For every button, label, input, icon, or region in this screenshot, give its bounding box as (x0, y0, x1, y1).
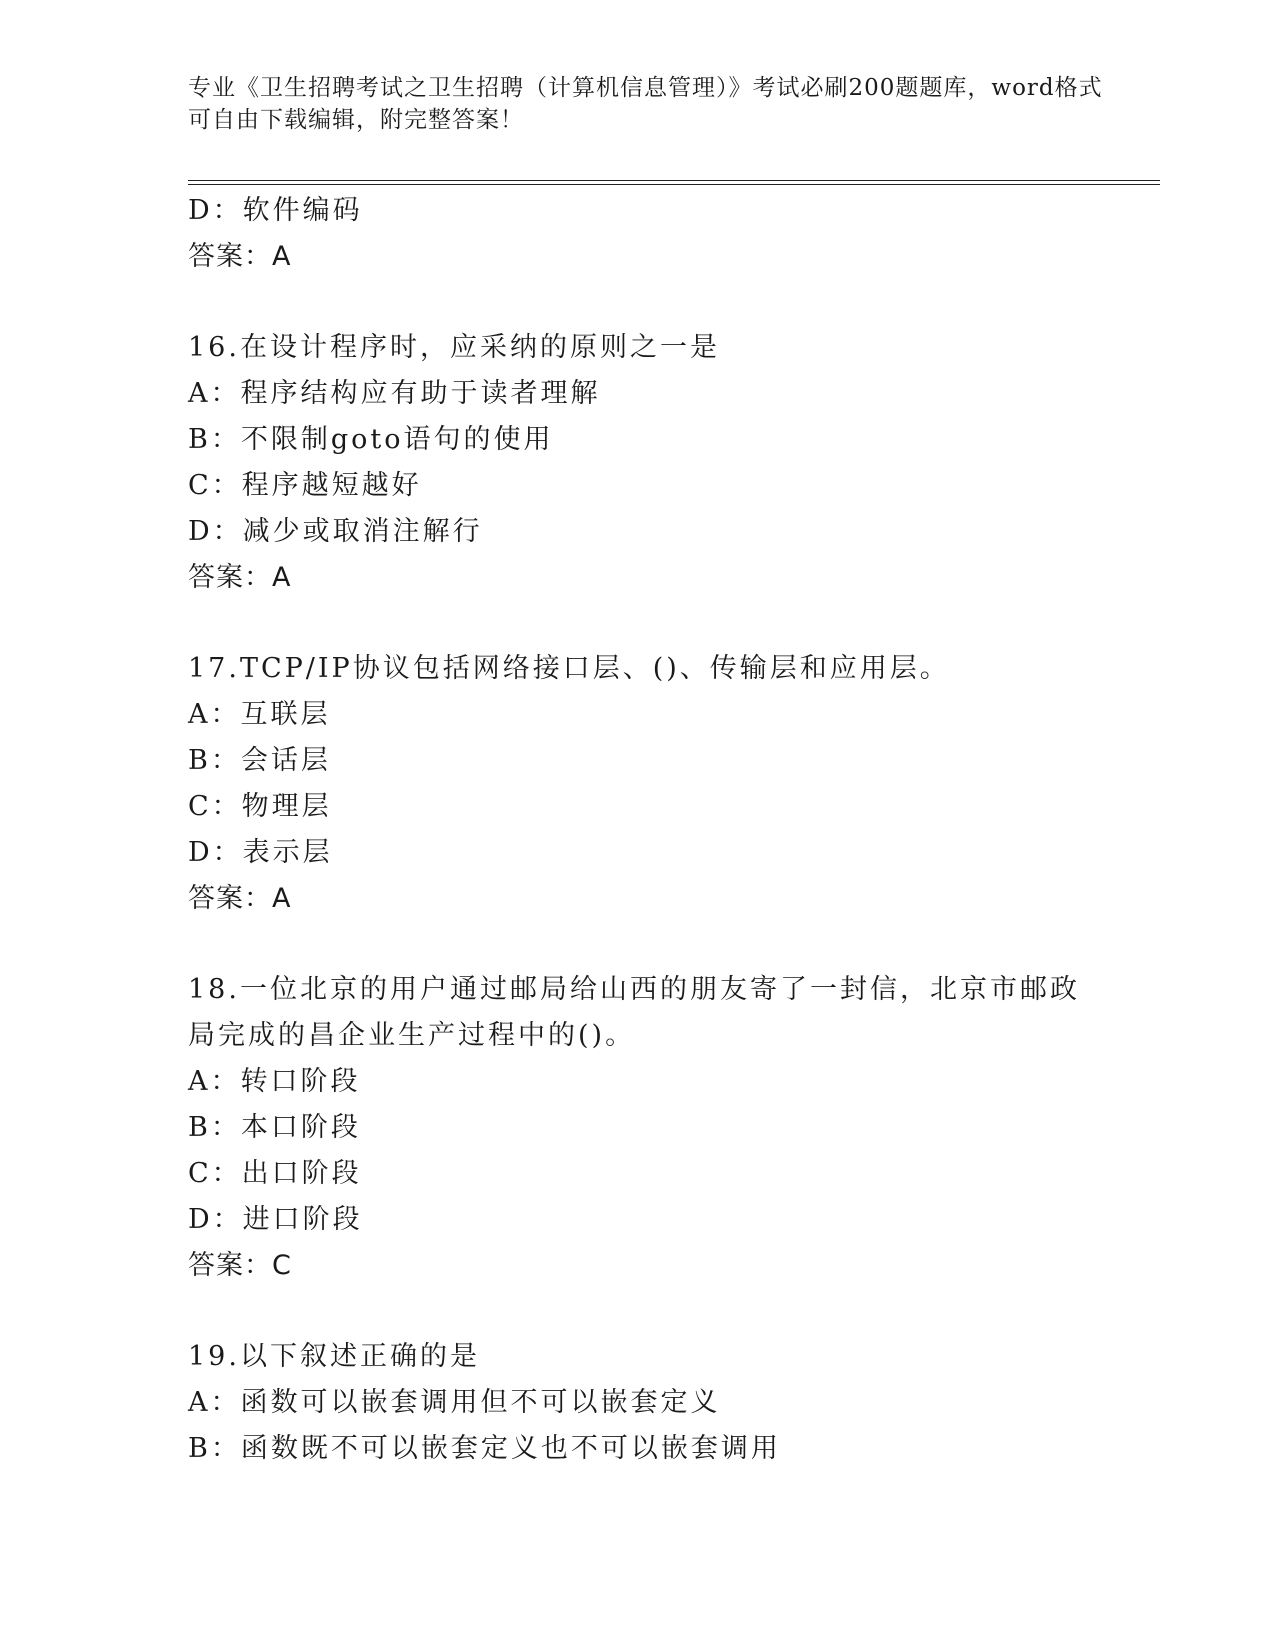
option-c: C：程序越短越好 (188, 470, 422, 501)
option-c: C：物理层 (188, 791, 332, 822)
option-d: D：软件编码 (188, 195, 363, 226)
option-a: A：程序结构应有助于读者理解 (188, 378, 601, 409)
option-b: B：函数既不可以嵌套定义也不可以嵌套调用 (188, 1433, 781, 1464)
option-a: A：函数可以嵌套调用但不可以嵌套定义 (188, 1387, 721, 1418)
option-a: A：互联层 (188, 699, 331, 730)
option-d: D：进口阶段 (188, 1204, 363, 1235)
question-stem: 17.TCP/IP协议包括网络接口层、()、传输层和应用层。 (188, 653, 950, 684)
question-19 (188, 1334, 1160, 1472)
option-c: C：出口阶段 (188, 1158, 362, 1189)
document-header: 专业《卫生招聘考试之卫生招聘（计算机信息管理）》考试必刷200题题库，word格式可自由下载编辑，附完整答案！ (188, 75, 1103, 133)
question-stem: 19.以下叙述正确的是 (188, 1341, 480, 1372)
question-18 (188, 967, 1160, 1289)
question-stem: 18.一位北京的用户通过邮局给山西的朋友寄了一封信，北京市邮政局完成的昌企业生产过程中的()。 (188, 974, 1080, 1051)
option-b: B：会话层 (188, 745, 331, 776)
document-body (188, 188, 1160, 1472)
option-d: D：表示层 (188, 837, 333, 868)
answer-line: 答案：A (188, 241, 292, 272)
option-d: D：减少或取消注解行 (188, 516, 483, 547)
question-17 (188, 646, 1160, 922)
option-a: A：转口阶段 (188, 1066, 361, 1097)
option-b: B：本口阶段 (188, 1112, 361, 1143)
question-stem: 16.在设计程序时，应采纳的原则之一是 (188, 332, 720, 363)
answer-line: 答案：A (188, 562, 292, 593)
answer-line: 答案：C (188, 1250, 292, 1281)
question-16 (188, 325, 1160, 601)
header-divider (188, 180, 1160, 185)
option-b: B：不限制goto语句的使用 (188, 424, 554, 455)
answer-line: 答案：A (188, 883, 292, 914)
